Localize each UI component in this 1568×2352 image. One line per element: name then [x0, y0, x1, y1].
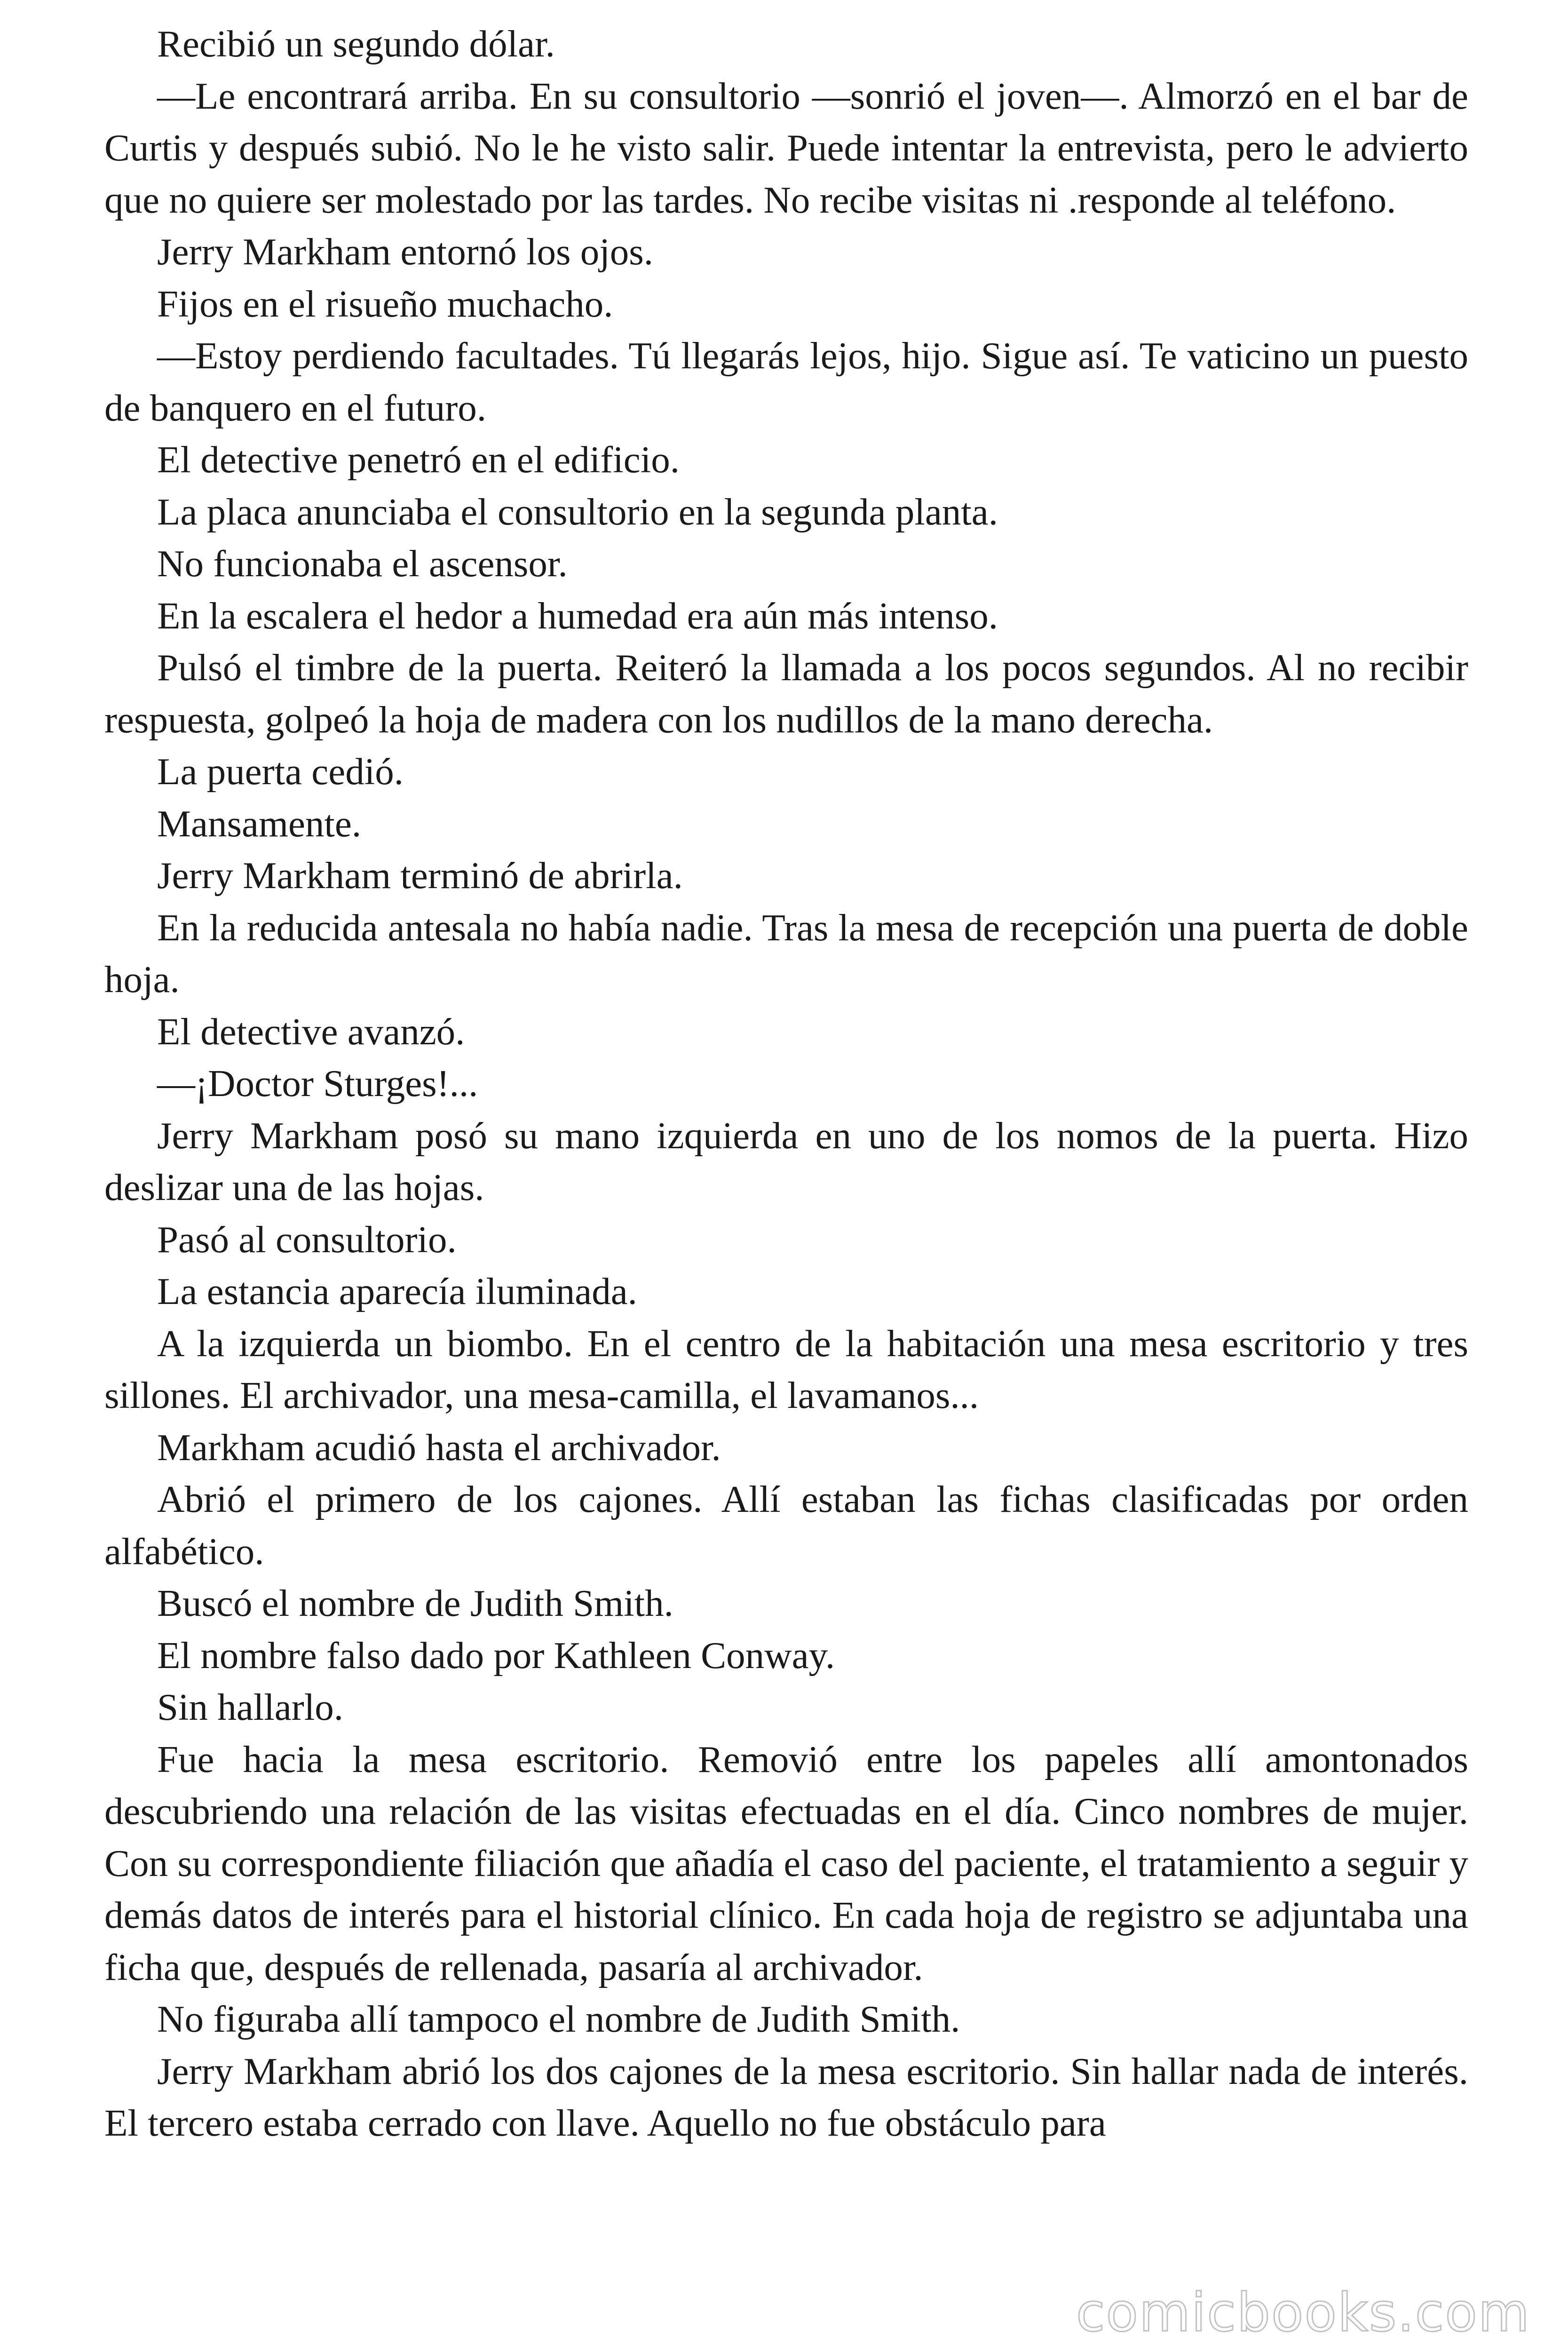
paragraph: No funcionaba el ascensor. [157, 542, 568, 585]
paragraph: —¡Doctor Sturges!... [157, 1062, 478, 1104]
paragraph: En la escalera el hedor a humedad era aún más intenso. [157, 594, 998, 637]
paragraph: En la reducida antesala no había nadie. Tras la mesa de recepción una puerta de doble hoja. [104, 906, 1468, 1001]
paragraph: Abrió el primero de los cajones. Allí estaban las fichas clasificadas por orden alfabético. [104, 1478, 1468, 1573]
paragraph: Pulsó el timbre de la puerta. Reiteró la llamada a los pocos segundos. Al no recibir respuesta, golpeó la hoja de madera con los nudillos de la mano derecha. [104, 646, 1468, 741]
paragraph: El detective avanzó. [157, 1010, 465, 1053]
paragraph: Jerry Markham abrió los dos cajones de la mesa escritorio. Sin hallar nada de interés. El tercero estaba cerrado con llave. Aquello no fue obstáculo para [104, 2050, 1468, 2144]
paragraph: A la izquierda un biombo. En el centro de la habitación una mesa escritorio y tres sillones. El archivador, una mesa-camilla, el lavamanos... [104, 1322, 1468, 1416]
paragraph: Recibió un segundo dólar. [157, 23, 555, 65]
watermark: comicbooks.com [1076, 2282, 1530, 2344]
paragraph: Mansamente. [157, 802, 362, 845]
paragraph: Markham acudió hasta el archivador. [157, 1426, 721, 1469]
paragraph: El detective penetró en el edificio. [157, 438, 680, 481]
paragraph: Fue hacia la mesa escritorio. Removió entre los papeles allí amontonados descubriendo una relación de las visitas efectuadas en el día. Cinco nombres de mujer. Con su correspondiente filiación que añadía el caso del paciente, el tratamiento a seguir y demás datos de interés para el historial clínico. En cada hoja de registro se adjuntaba una ficha que, después de rellenada, pasaría al archivador. [104, 1738, 1468, 1988]
paragraph: No figuraba allí tampoco el nombre de Judith Smith. [157, 1998, 960, 2040]
paragraph: Buscó el nombre de Judith Smith. [157, 1582, 673, 1624]
paragraph: Jerry Markham terminó de abrirla. [157, 854, 683, 897]
paragraph: Fijos en el risueño muchacho. [157, 282, 613, 325]
paragraph: —Estoy perdiendo facultades. Tú llegarás lejos, hijo. Sigue así. Te vaticino un puesto de banquero en el futuro. [104, 334, 1468, 429]
paragraph: Jerry Markham posó su mano izquierda en uno de los nomos de la puerta. Hizo deslizar una de las hojas. [104, 1114, 1468, 1208]
paragraph: Sin hallarlo. [157, 1686, 343, 1728]
paragraph: La placa anunciaba el consultorio en la segunda planta. [157, 490, 998, 533]
body-text [104, 18, 1468, 2149]
paragraph: La estancia aparecía iluminada. [157, 1270, 637, 1312]
paragraph: La puerta cedió. [157, 750, 404, 793]
paragraph: El nombre falso dado por Kathleen Conway. [157, 1634, 835, 1677]
paragraph: —Le encontrará arriba. En su consultorio —sonrió el joven—. Almorzó en el bar de Curtis y después subió. No le he visto salir. Puede intentar la entrevista, pero le advierto que no quiere ser molestado por las tardes. No recibe visitas ni .responde al teléfono. [104, 74, 1468, 221]
paragraph: Jerry Markham entornó los ojos. [157, 230, 654, 273]
paragraph: Pasó al consultorio. [157, 1218, 457, 1261]
